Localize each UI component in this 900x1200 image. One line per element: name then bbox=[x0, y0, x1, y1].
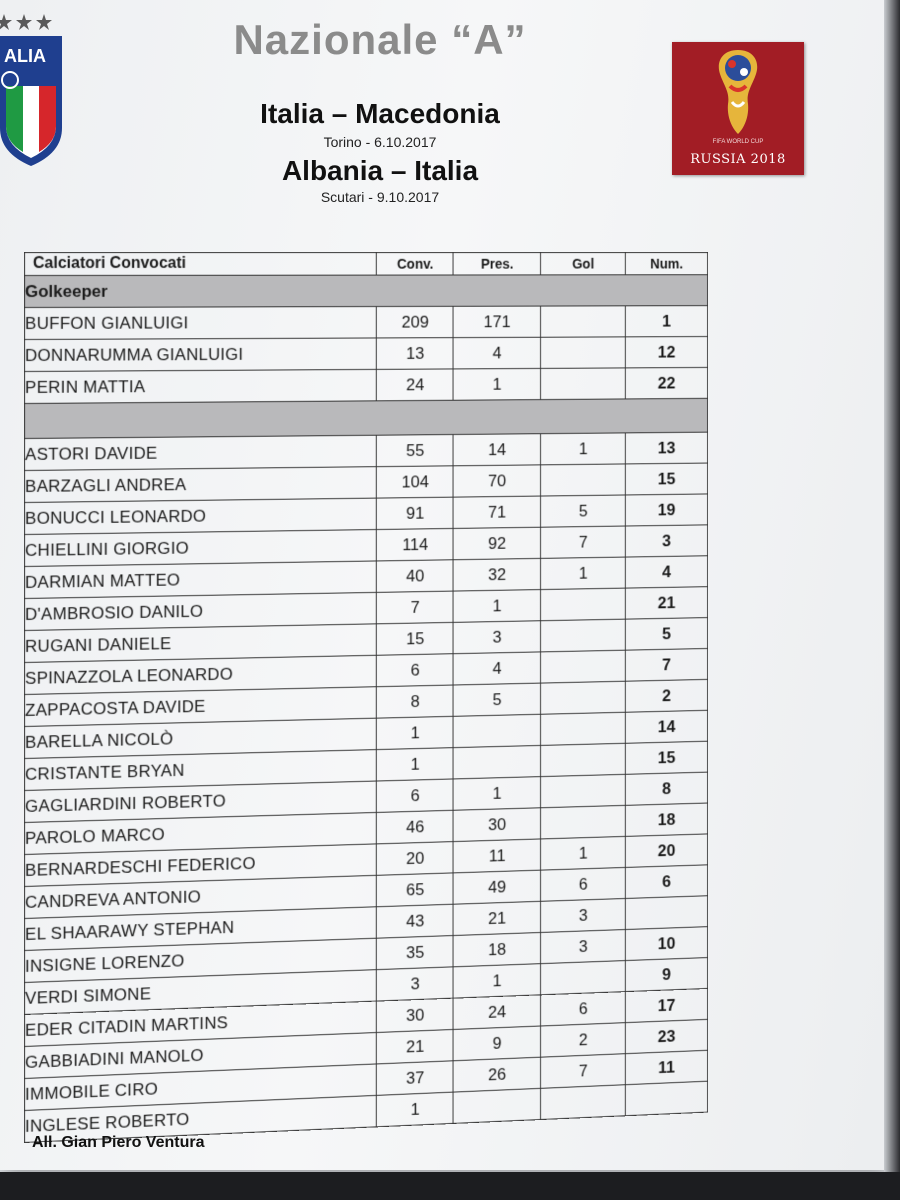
worldcup-logo bbox=[672, 42, 804, 175]
pres-cell: 32 bbox=[453, 558, 540, 591]
gol-cell: 7 bbox=[541, 526, 626, 558]
gol-cell bbox=[541, 306, 626, 337]
pres-cell: 24 bbox=[453, 995, 540, 1030]
conv-cell: 40 bbox=[377, 560, 454, 593]
crest-text: ALIA bbox=[4, 46, 46, 66]
conv-cell: 114 bbox=[377, 528, 454, 561]
gol-cell bbox=[541, 774, 626, 807]
shirt-number-cell: 11 bbox=[625, 1050, 707, 1084]
table-header-row bbox=[24, 252, 707, 275]
conv-cell: 1 bbox=[377, 748, 454, 781]
header-pres: Pres. bbox=[453, 252, 540, 275]
conv-cell: 13 bbox=[377, 338, 454, 370]
pres-cell: 171 bbox=[453, 306, 540, 338]
shirt-number-cell: 15 bbox=[625, 463, 707, 495]
conv-cell: 7 bbox=[377, 591, 454, 624]
gol-cell: 1 bbox=[541, 433, 626, 465]
gol-cell bbox=[541, 805, 626, 839]
conv-cell: 8 bbox=[377, 685, 454, 718]
shirt-number-cell: 21 bbox=[625, 587, 707, 619]
gol-cell bbox=[541, 681, 626, 714]
player-name-cell: EL SHAARAWY STEPHAN bbox=[24, 907, 376, 951]
player-name-cell: GABBIADINI MANOLO bbox=[24, 1033, 376, 1079]
player-name-cell: ASTORI DAVIDE bbox=[24, 435, 376, 470]
player-name-cell: INGLESE ROBERTO bbox=[24, 1095, 376, 1142]
player-name-cell: VERDI SIMONE bbox=[24, 970, 376, 1015]
player-name-cell: BARELLA NICOLÒ bbox=[24, 718, 376, 758]
shirt-number-cell: 5 bbox=[625, 618, 707, 651]
gol-cell: 1 bbox=[541, 557, 626, 590]
roster-table bbox=[24, 252, 708, 1143]
gol-cell: 2 bbox=[541, 1023, 626, 1058]
shirt-number-cell: 8 bbox=[625, 772, 707, 805]
gol-cell bbox=[541, 464, 626, 496]
conv-cell: 43 bbox=[377, 904, 454, 938]
shirt-number-cell: 4 bbox=[625, 556, 707, 588]
pres-cell: 3 bbox=[453, 621, 540, 654]
match2-info: Scutari - 9.10.2017 bbox=[320, 189, 440, 205]
gol-cell: 1 bbox=[541, 836, 626, 870]
shirt-number-cell: 10 bbox=[625, 927, 707, 961]
pres-cell: 4 bbox=[453, 337, 540, 369]
pres-cell: 70 bbox=[453, 465, 540, 497]
table-row bbox=[24, 367, 707, 403]
shirt-number-cell: 3 bbox=[625, 525, 707, 557]
player-name-cell: EDER CITADIN MARTINS bbox=[24, 1001, 376, 1046]
figc-crest-icon bbox=[0, 8, 66, 168]
gol-cell: 5 bbox=[541, 495, 626, 527]
table-row bbox=[24, 306, 707, 340]
shirt-number-cell: 14 bbox=[625, 710, 707, 743]
header-conv: Conv. bbox=[377, 252, 454, 275]
gol-cell: 7 bbox=[541, 1054, 626, 1089]
player-name-cell: D'AMBROSIO DANILO bbox=[24, 592, 376, 630]
gol-cell bbox=[541, 1085, 626, 1120]
pres-cell: 21 bbox=[453, 901, 540, 935]
gol-cell bbox=[541, 588, 626, 621]
worldcup-small-text: FIFA WORLD CUP bbox=[712, 139, 764, 145]
pres-cell: 92 bbox=[453, 527, 540, 560]
pres-cell: 5 bbox=[453, 683, 540, 716]
gol-cell: 3 bbox=[541, 898, 626, 932]
shirt-number-cell: 17 bbox=[625, 988, 707, 1022]
gol-cell bbox=[541, 619, 626, 652]
conv-cell: 1 bbox=[377, 1092, 454, 1127]
conv-cell: 37 bbox=[377, 1061, 454, 1096]
header-num: Num. bbox=[625, 252, 707, 274]
conv-cell: 20 bbox=[377, 842, 454, 876]
header-calciatori: Calciatori Convocati bbox=[24, 252, 376, 275]
gol-cell: 6 bbox=[541, 992, 626, 1026]
match1-title: Italia – Macedonia bbox=[260, 98, 500, 129]
conv-cell: 55 bbox=[377, 435, 454, 467]
pres-cell: 1 bbox=[453, 964, 540, 999]
player-name-cell: CRISTANTE BRYAN bbox=[24, 750, 376, 791]
monitor-bezel-right bbox=[884, 0, 900, 1200]
player-name-cell: IMMOBILE CIRO bbox=[24, 1064, 376, 1111]
pres-cell: 4 bbox=[453, 652, 540, 685]
player-name-cell: RUGANI DANIELE bbox=[24, 624, 376, 663]
gol-cell bbox=[541, 712, 626, 745]
section-label: Golkeeper bbox=[24, 275, 707, 308]
page-title: Nazionale “A” bbox=[233, 16, 527, 63]
pres-cell: 11 bbox=[453, 839, 540, 873]
shirt-number-cell: 15 bbox=[625, 741, 707, 774]
shirt-number-cell bbox=[625, 1081, 707, 1116]
shirt-number-cell: 20 bbox=[625, 834, 707, 868]
gol-cell bbox=[541, 368, 626, 400]
pres-cell: 30 bbox=[453, 808, 540, 842]
pres-cell bbox=[453, 1088, 540, 1123]
conv-cell: 3 bbox=[377, 967, 454, 1001]
player-name-cell: BERNARDESCHI FEDERICO bbox=[24, 844, 376, 887]
conv-cell: 6 bbox=[377, 779, 454, 812]
gol-cell: 3 bbox=[541, 930, 626, 964]
table-row bbox=[24, 337, 707, 372]
player-name-cell: PAROLO MARCO bbox=[24, 812, 376, 854]
conv-cell: 35 bbox=[377, 936, 454, 970]
shirt-number-cell: 13 bbox=[625, 432, 707, 464]
player-name-cell: DONNARUMMA GIANLUIGI bbox=[24, 338, 376, 372]
player-name-cell: INSIGNE LORENZO bbox=[24, 938, 376, 982]
player-name-cell: GAGLIARDINI ROBERTO bbox=[24, 781, 376, 822]
conv-cell: 6 bbox=[377, 654, 454, 687]
shirt-number-cell: 9 bbox=[625, 958, 707, 992]
conv-cell: 15 bbox=[377, 622, 454, 655]
worldcup-trophy-icon bbox=[672, 42, 804, 142]
pres-cell bbox=[453, 714, 540, 747]
gol-cell bbox=[541, 650, 626, 683]
player-name-cell: CANDREVA ANTONIO bbox=[24, 875, 376, 918]
conv-cell: 104 bbox=[377, 466, 454, 498]
shirt-number-cell: 12 bbox=[625, 337, 707, 368]
shirt-number-cell bbox=[625, 896, 707, 930]
conv-cell: 1 bbox=[377, 716, 454, 749]
conv-cell: 209 bbox=[377, 306, 454, 338]
player-name-cell: ZAPPACOSTA DAVIDE bbox=[24, 687, 376, 727]
coach-name: All. Gian Piero Ventura bbox=[32, 1134, 205, 1151]
pres-cell: 49 bbox=[453, 870, 540, 904]
shirt-number-cell: 19 bbox=[625, 494, 707, 526]
header-gol: Gol bbox=[541, 252, 626, 274]
shirt-number-cell: 22 bbox=[625, 367, 707, 399]
conv-cell: 46 bbox=[377, 810, 454, 844]
shirt-number-cell: 23 bbox=[625, 1019, 707, 1053]
conv-cell: 30 bbox=[377, 998, 454, 1032]
player-name-cell: PERIN MATTIA bbox=[24, 369, 376, 403]
pres-cell: 18 bbox=[453, 932, 540, 966]
pres-cell: 1 bbox=[453, 368, 540, 400]
worldcup-text: RUSSIA 2018 bbox=[690, 152, 786, 167]
player-name-cell: DARMIAN MATTEO bbox=[24, 561, 376, 599]
shirt-number-cell: 1 bbox=[625, 306, 707, 337]
pres-cell: 1 bbox=[453, 777, 540, 811]
player-name-cell: BONUCCI LEONARDO bbox=[24, 498, 376, 534]
shirt-number-cell: 18 bbox=[625, 803, 707, 836]
match1-info: Torino - 6.10.2017 bbox=[323, 134, 437, 150]
player-name-cell: SPINAZZOLA LEONARDO bbox=[24, 655, 376, 694]
monitor-bezel-bottom bbox=[0, 1172, 900, 1200]
gol-cell bbox=[541, 743, 626, 776]
shirt-number-cell: 2 bbox=[625, 679, 707, 712]
player-name-cell: CHIELLINI GIORGIO bbox=[24, 530, 376, 567]
gol-cell bbox=[541, 337, 626, 369]
player-name-cell: BUFFON GIANLUIGI bbox=[24, 307, 376, 340]
gol-cell: 6 bbox=[541, 867, 626, 901]
shirt-number-cell: 6 bbox=[625, 865, 707, 899]
pres-cell: 1 bbox=[453, 590, 540, 623]
player-name-cell: BARZAGLI ANDREA bbox=[24, 467, 376, 503]
pres-cell: 14 bbox=[453, 434, 540, 466]
match2-title: Albania – Italia bbox=[281, 155, 479, 186]
conv-cell: 24 bbox=[377, 369, 454, 401]
conv-cell: 91 bbox=[377, 497, 454, 529]
pres-cell bbox=[453, 745, 540, 779]
pres-cell: 9 bbox=[453, 1026, 540, 1061]
shirt-number-cell: 7 bbox=[625, 648, 707, 681]
section-header-row bbox=[24, 275, 707, 308]
conv-cell: 65 bbox=[377, 873, 454, 907]
conv-cell: 21 bbox=[377, 1029, 454, 1063]
gol-cell bbox=[541, 961, 626, 995]
pres-cell: 26 bbox=[453, 1057, 540, 1092]
pres-cell: 71 bbox=[453, 496, 540, 528]
